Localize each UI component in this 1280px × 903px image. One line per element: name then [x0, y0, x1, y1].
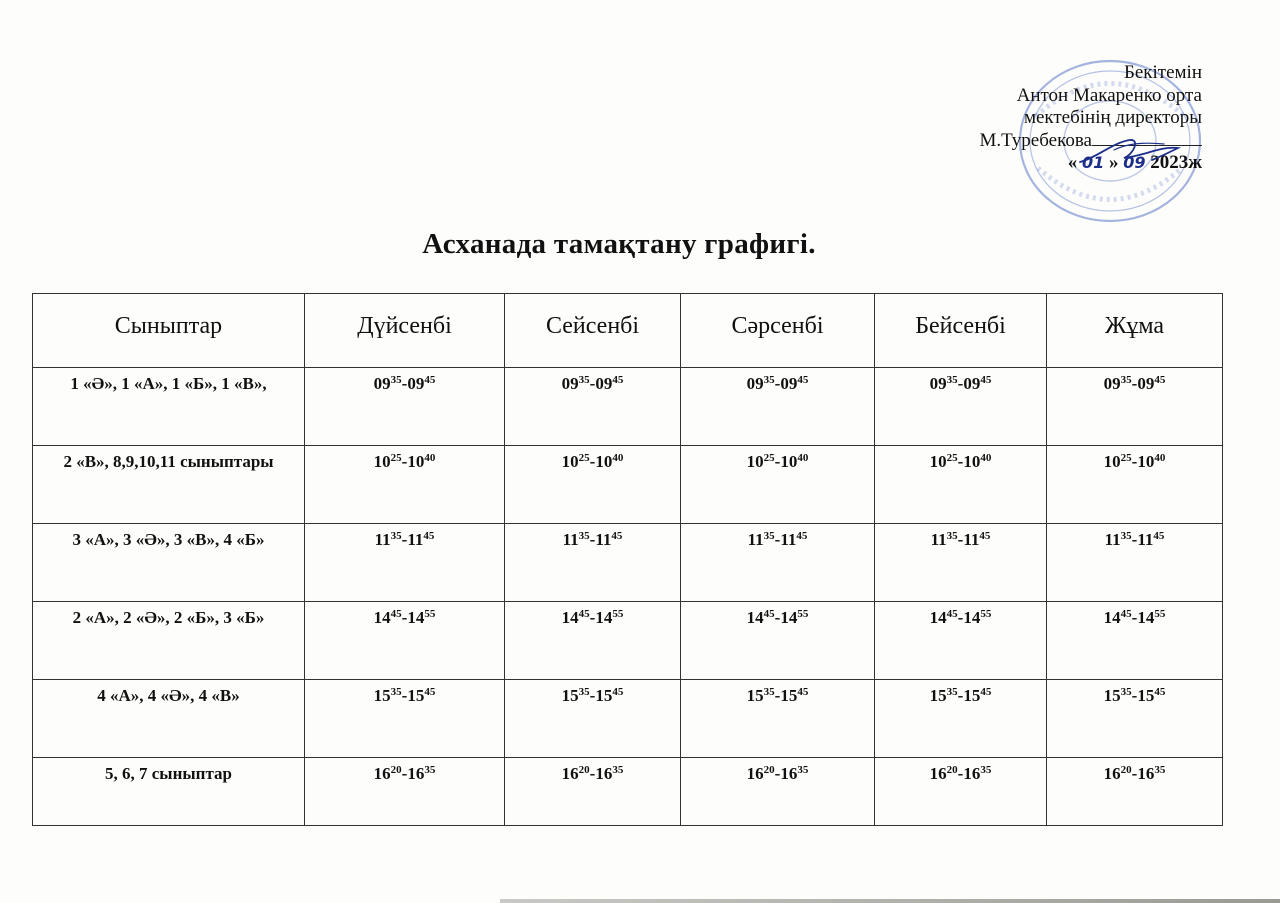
time-cell: [681, 368, 875, 446]
end-minute: 45: [796, 530, 808, 542]
start-hour: 16: [929, 764, 947, 783]
start-minute: 35: [390, 686, 402, 698]
start-minute: 35: [390, 530, 402, 542]
time-dash: -: [774, 452, 781, 471]
start-hour: 16: [1103, 764, 1121, 783]
time-cell: [875, 758, 1047, 826]
end-hour: 15: [780, 686, 798, 705]
end-hour: 11: [407, 530, 424, 549]
end-hour: 10: [1137, 452, 1155, 471]
time-dash: -: [401, 608, 408, 627]
end-hour: 09: [963, 374, 981, 393]
director-name: М.Туребекова: [979, 129, 1092, 151]
end-minute: 45: [980, 686, 992, 698]
time-cell: [681, 680, 875, 758]
time-dash: -: [589, 452, 596, 471]
time-dash: -: [401, 374, 408, 393]
start-minute: 20: [578, 764, 590, 776]
end-hour: 15: [595, 686, 613, 705]
start-minute: 35: [390, 374, 402, 386]
time-cell: [505, 524, 681, 602]
end-minute: 45: [980, 374, 992, 386]
class-group-cell: 2 «В», 8,9,10,11 сыныптары: [33, 446, 305, 524]
end-minute: 45: [424, 374, 436, 386]
end-minute: 35: [424, 764, 436, 776]
class-group-cell: 4 «А», 4 «Ә», 4 «В»: [33, 680, 305, 758]
table-row: [33, 524, 1223, 602]
end-hour: 14: [780, 608, 798, 627]
end-hour: 16: [780, 764, 798, 783]
end-hour: 10: [595, 452, 613, 471]
start-hour: 09: [929, 374, 947, 393]
start-hour: 15: [561, 686, 579, 705]
end-minute: 45: [1154, 686, 1166, 698]
start-minute: 45: [1120, 608, 1132, 620]
time-cell: [875, 602, 1047, 680]
end-hour: 15: [1137, 686, 1155, 705]
table-row: [33, 602, 1223, 680]
start-minute: 35: [1120, 530, 1132, 542]
start-minute: 20: [763, 764, 775, 776]
end-minute: 40: [797, 452, 809, 464]
time-cell: [1047, 524, 1223, 602]
header-wednesday: Сәрсенбі: [681, 294, 875, 368]
end-minute: 35: [1154, 764, 1166, 776]
header-friday: Жұма: [1047, 294, 1223, 368]
time-dash: -: [589, 374, 596, 393]
start-hour: 14: [373, 608, 391, 627]
start-minute: 35: [578, 374, 590, 386]
start-minute: 25: [390, 452, 402, 464]
time-dash: -: [957, 452, 964, 471]
time-cell: [305, 524, 505, 602]
time-cell: [1047, 368, 1223, 446]
end-minute: 35: [797, 764, 809, 776]
time-dash: -: [774, 686, 781, 705]
start-hour: 16: [373, 764, 391, 783]
end-minute: 45: [423, 530, 435, 542]
start-minute: 35: [578, 530, 590, 542]
start-minute: 45: [390, 608, 402, 620]
end-hour: 16: [407, 764, 425, 783]
time-dash: -: [401, 530, 408, 549]
end-hour: 14: [963, 608, 981, 627]
start-minute: 20: [390, 764, 402, 776]
start-hour: 15: [746, 686, 764, 705]
time-dash: -: [774, 608, 781, 627]
start-minute: 25: [763, 452, 775, 464]
start-minute: 45: [578, 608, 590, 620]
end-minute: 55: [797, 608, 809, 620]
start-hour: 11: [562, 530, 579, 549]
end-hour: 11: [595, 530, 612, 549]
start-minute: 35: [763, 374, 775, 386]
start-minute: 25: [578, 452, 590, 464]
page-title: Асханада тамақтану графигі.: [422, 228, 816, 260]
time-dash: -: [957, 608, 964, 627]
start-minute: 35: [1120, 374, 1132, 386]
table-header-row: [33, 294, 1223, 368]
time-cell: [681, 602, 875, 680]
class-group-cell: 2 «А», 2 «Ә», 2 «Б», 3 «Б»: [33, 602, 305, 680]
time-cell: [305, 602, 505, 680]
end-minute: 55: [1154, 608, 1166, 620]
header-classes: Сыныптар: [33, 294, 305, 368]
time-cell: [1047, 446, 1223, 524]
time-dash: -: [1131, 764, 1138, 783]
time-cell: [1047, 602, 1223, 680]
time-cell: [1047, 758, 1223, 826]
time-cell: [505, 680, 681, 758]
time-cell: [681, 758, 875, 826]
end-minute: 45: [612, 686, 624, 698]
start-hour: 14: [1103, 608, 1121, 627]
approval-director-line: [872, 130, 1202, 153]
start-hour: 15: [373, 686, 391, 705]
start-minute: 35: [946, 530, 958, 542]
start-hour: 11: [374, 530, 391, 549]
time-dash: -: [589, 764, 596, 783]
start-hour: 10: [1103, 452, 1121, 471]
start-hour: 16: [561, 764, 579, 783]
start-minute: 20: [1120, 764, 1132, 776]
start-hour: 10: [929, 452, 947, 471]
time-cell: [305, 758, 505, 826]
start-minute: 35: [1120, 686, 1132, 698]
start-minute: 20: [946, 764, 958, 776]
time-dash: -: [957, 374, 964, 393]
approval-position-line: мектебінің директоры: [1023, 107, 1202, 128]
time-cell: [1047, 680, 1223, 758]
time-dash: -: [1131, 530, 1138, 549]
end-minute: 45: [1153, 530, 1165, 542]
end-hour: 11: [780, 530, 797, 549]
end-hour: 16: [595, 764, 613, 783]
end-minute: 45: [424, 686, 436, 698]
end-hour: 11: [1137, 530, 1154, 549]
header-thursday: Бейсенбі: [875, 294, 1047, 368]
table-row: [33, 368, 1223, 446]
end-minute: 35: [980, 764, 992, 776]
time-cell: [875, 446, 1047, 524]
start-hour: 16: [746, 764, 764, 783]
table-row: [33, 446, 1223, 524]
approval-date: [872, 152, 1202, 175]
class-group-cell: 5, 6, 7 сыныптар: [33, 758, 305, 826]
date-open-quote: «: [1067, 152, 1078, 173]
end-minute: 40: [424, 452, 436, 464]
end-minute: 55: [980, 608, 992, 620]
end-hour: 15: [963, 686, 981, 705]
start-hour: 14: [929, 608, 947, 627]
date-close-quote: »: [1108, 152, 1119, 173]
end-hour: 14: [407, 608, 425, 627]
time-dash: -: [1131, 374, 1138, 393]
time-cell: [305, 446, 505, 524]
end-minute: 55: [424, 608, 436, 620]
time-dash: -: [1131, 686, 1138, 705]
start-minute: 35: [946, 686, 958, 698]
approval-school-line: Антон Макаренко орта: [1016, 84, 1202, 106]
end-hour: 11: [963, 530, 980, 549]
time-dash: -: [957, 530, 964, 549]
end-minute: 40: [612, 452, 624, 464]
start-minute: 35: [763, 686, 775, 698]
time-cell: [505, 368, 681, 446]
end-hour: 09: [407, 374, 425, 393]
start-hour: 09: [1103, 374, 1121, 393]
time-dash: -: [401, 452, 408, 471]
end-minute: 35: [612, 764, 624, 776]
end-minute: 45: [611, 530, 623, 542]
time-dash: -: [774, 374, 781, 393]
end-hour: 14: [1137, 608, 1155, 627]
approval-heading: Бекітемін: [1123, 62, 1202, 83]
time-cell: [305, 680, 505, 758]
table-row: [33, 680, 1223, 758]
start-minute: 45: [946, 608, 958, 620]
start-minute: 35: [946, 374, 958, 386]
time-dash: -: [1131, 608, 1138, 627]
start-hour: 11: [930, 530, 947, 549]
time-dash: -: [401, 686, 408, 705]
end-minute: 55: [612, 608, 624, 620]
start-hour: 09: [746, 374, 764, 393]
time-dash: -: [774, 764, 781, 783]
start-hour: 14: [746, 608, 764, 627]
time-dash: -: [589, 608, 596, 627]
time-cell: [305, 368, 505, 446]
time-cell: [681, 446, 875, 524]
time-cell: [875, 680, 1047, 758]
time-dash: -: [957, 764, 964, 783]
time-dash: -: [589, 686, 596, 705]
meal-schedule-table: [32, 293, 1223, 826]
start-hour: 10: [561, 452, 579, 471]
table-row: [33, 758, 1223, 826]
start-hour: 10: [746, 452, 764, 471]
end-hour: 10: [780, 452, 798, 471]
class-group-cell: 3 «А», 3 «Ә», 3 «В», 4 «Б»: [33, 524, 305, 602]
start-minute: 25: [946, 452, 958, 464]
end-minute: 45: [979, 530, 991, 542]
start-hour: 11: [747, 530, 764, 549]
time-cell: [505, 758, 681, 826]
end-minute: 40: [1154, 452, 1166, 464]
date-day: 01: [1081, 153, 1105, 172]
start-hour: 15: [1103, 686, 1121, 705]
time-cell: [681, 524, 875, 602]
header-tuesday: Сейсенбі: [505, 294, 681, 368]
end-minute: 45: [1154, 374, 1166, 386]
time-dash: -: [957, 686, 964, 705]
date-year: 2023ж: [1150, 152, 1202, 173]
start-hour: 09: [561, 374, 579, 393]
time-cell: [505, 446, 681, 524]
end-minute: 45: [612, 374, 624, 386]
start-minute: 35: [763, 530, 775, 542]
page-bottom-edge: [500, 899, 1280, 903]
time-cell: [505, 602, 681, 680]
end-minute: 40: [980, 452, 992, 464]
start-hour: 10: [373, 452, 391, 471]
time-dash: -: [401, 764, 408, 783]
start-hour: 11: [1104, 530, 1121, 549]
start-minute: 35: [578, 686, 590, 698]
start-hour: 15: [929, 686, 947, 705]
end-hour: 09: [780, 374, 798, 393]
end-minute: 45: [797, 374, 809, 386]
header-monday: Дүйсенбі: [305, 294, 505, 368]
class-group-cell: 1 «Ә», 1 «А», 1 «Б», 1 «В»,: [33, 368, 305, 446]
end-minute: 45: [797, 686, 809, 698]
end-hour: 16: [963, 764, 981, 783]
start-minute: 45: [763, 608, 775, 620]
time-dash: -: [1131, 452, 1138, 471]
time-cell: [875, 368, 1047, 446]
end-hour: 16: [1137, 764, 1155, 783]
start-hour: 14: [561, 608, 579, 627]
approval-block: [872, 62, 1202, 175]
time-cell: [875, 524, 1047, 602]
date-month: 09: [1123, 153, 1146, 172]
end-hour: 15: [407, 686, 425, 705]
start-minute: 25: [1120, 452, 1132, 464]
end-hour: 10: [963, 452, 981, 471]
end-hour: 10: [407, 452, 425, 471]
end-hour: 09: [595, 374, 613, 393]
end-hour: 14: [595, 608, 613, 627]
time-dash: -: [774, 530, 781, 549]
time-dash: -: [589, 530, 596, 549]
start-hour: 09: [373, 374, 391, 393]
signature-blank: [1092, 131, 1202, 146]
end-hour: 09: [1137, 374, 1155, 393]
